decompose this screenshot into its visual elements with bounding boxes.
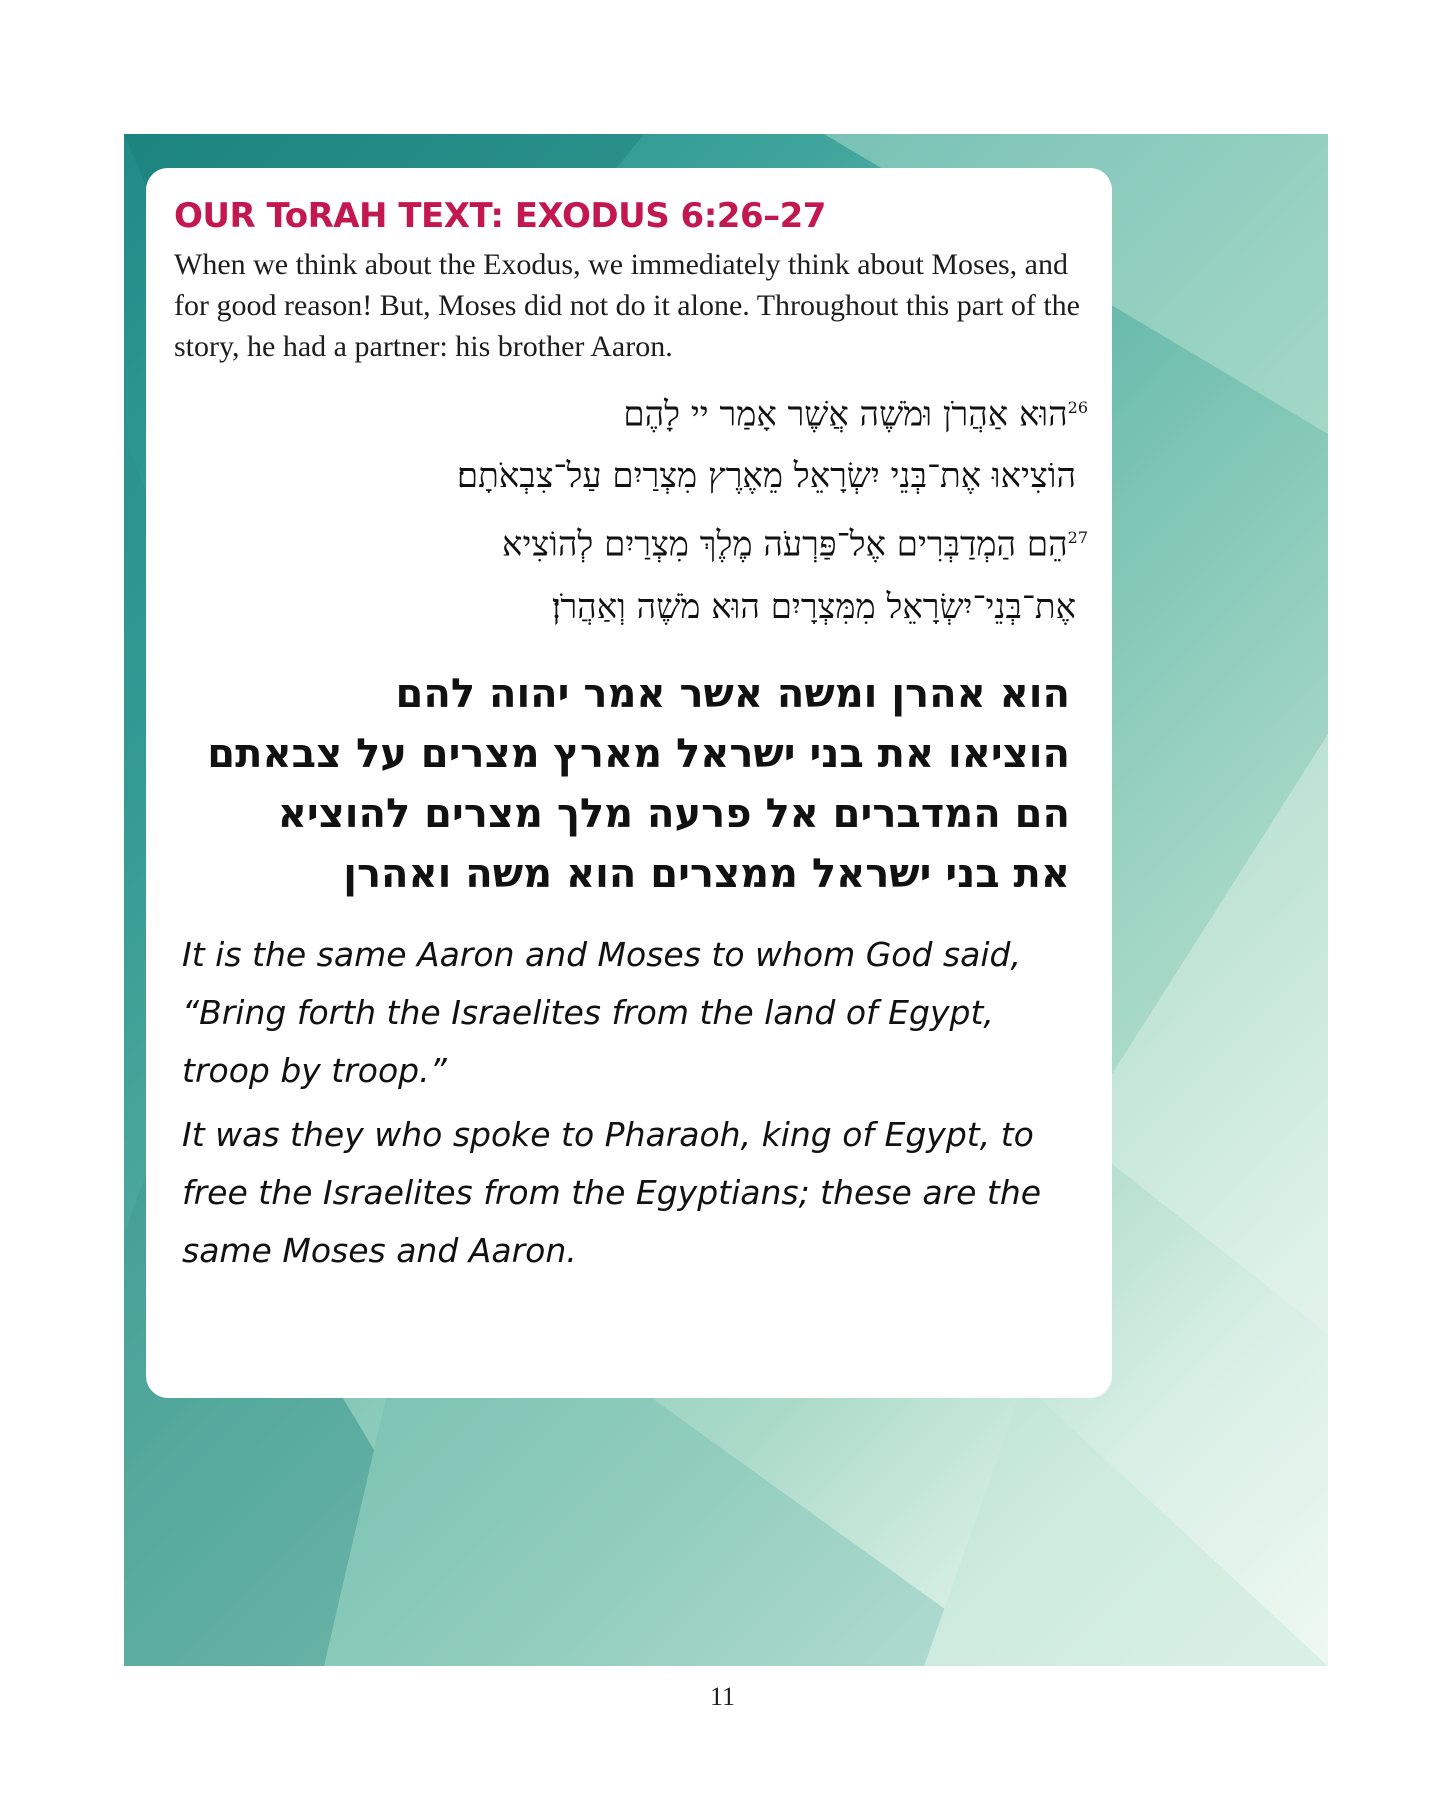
hebrew-scribal-line-4: את בני ישראל ממצרים הוא משה ואהרן (343, 850, 1070, 897)
hebrew-scribal-line-1: הוא אהרן ומשה אשר אמר יהוה להם (395, 670, 1070, 717)
hebrew-pointed-line-4: אֶת־בְּנֵי־יִשְׂרָאֵל מִמִּצְרָיִם הוּא מֹשֶׁה וְאַהֲרֹן׃ (551, 586, 1076, 627)
english-translation (182, 926, 1082, 1280)
translation-paragraph-1: It is the same Aaron and Moses to whom God said, “Bring forth the Israelites from the land of Egypt, troop by troop.” (182, 934, 1021, 1090)
verse-number-27: 27 (1067, 528, 1088, 548)
hebrew-scribal-line-3: הם המדברים אל פרעה מלך מצרים להוציא (277, 790, 1070, 837)
hebrew-scribal-text (170, 664, 1088, 904)
page-title: OUR ToRAH TEXT: EXODUS 6:26–27 (174, 196, 826, 236)
hebrew-pointed-line-3 (170, 507, 1088, 575)
intro-paragraph: When we think about the Exodus, we immediately think about Moses, and for good reason! But, Moses did not do it alone. Throughout this part of the story, he had a partner: his brother Aaron. (174, 248, 1080, 363)
page-number: 11 (709, 1682, 736, 1711)
hebrew-pointed-text (170, 377, 1088, 638)
translation-paragraph-2: It was they who spoke to Pharaoh, king of Egypt, to free the Israelites from the Egyptians; these are the same Moses and Aaron. (182, 1114, 1042, 1270)
hebrew-pointed-line-2: הוֹצִיאוּ אֶת־בְּנֵי יִשְׂרָאֵל מֵאֶרֶץ מִצְרַיִם עַל־צִבְאֹתָם׃ (456, 456, 1076, 497)
verse-number-26: 26 (1067, 398, 1088, 417)
hebrew-scribal-line-2: הוציאו את בני ישראל מארץ מצרים על צבאתם (207, 730, 1070, 777)
hebrew-pointed-line-1 (170, 377, 1088, 445)
content-card (146, 168, 1112, 1398)
hebrew-pointed-line-3-text: הֵם הַמְדַבְּרִים אֶל־פַּרְעֹה מֶלֶךְ מִצְרַיִם לְהוֹצִיא (502, 524, 1068, 565)
hebrew-pointed-line-1-text: הוּא אַהֲרֹן וּמֹשֶׁה אֲשֶׁר אָמַר יי לָהֶם (623, 394, 1068, 435)
